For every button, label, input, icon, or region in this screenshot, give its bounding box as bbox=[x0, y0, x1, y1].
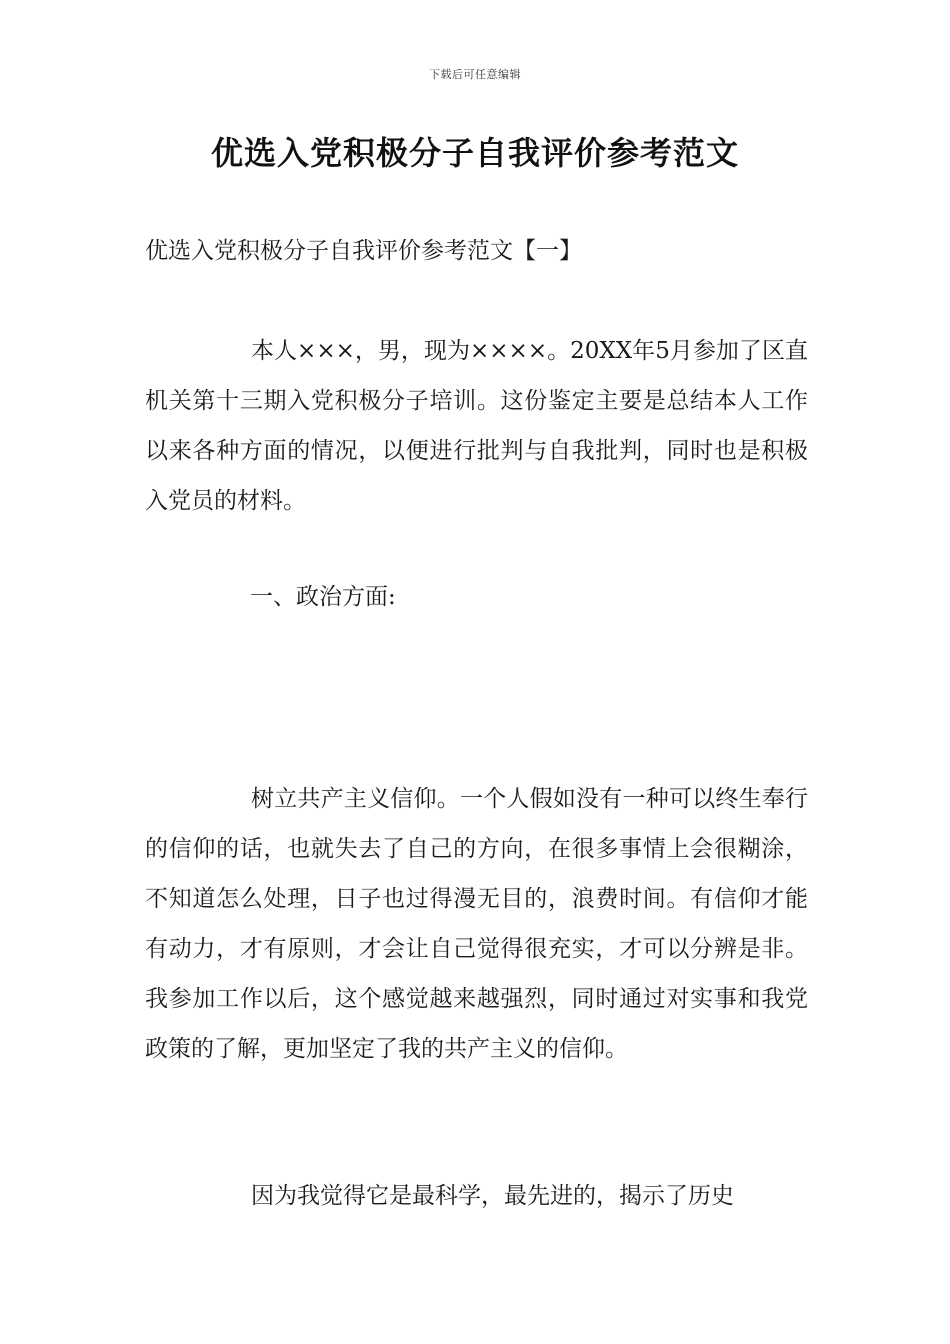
section-heading-politics: 一、政治方面: bbox=[250, 584, 396, 610]
document-subtitle: 优选入党积极分子自我评价参考范文【一】 bbox=[145, 238, 582, 264]
page-header-note: 下载后可任意编辑 bbox=[429, 68, 521, 81]
paragraph-reason: 因为我觉得它是最科学，最先进的，揭示了历史 bbox=[251, 1183, 734, 1209]
paragraph-belief: 树立共产主义信仰。一个人假如没有一种可以终生奉行的信仰的话，也就失去了自己的方向，在很多事情上会很糊涂，不知道怎么处理，日子也过得漫无目的，浪费时间。有信仰才能有动力，才有原则，才会让自己觉得很充实，才可以分辨是非。我参加工作以后，这个感觉越来越强烈，同时通过对实事和我党政策的了解，更加坚定了我的共产主义的信仰。 bbox=[145, 786, 808, 1062]
document-title: 优选入党积极分子自我评价参考范文 bbox=[210, 134, 739, 172]
paragraph-intro: 本人×××，男，现为××××。20XX年5月参加了区直机关第十三期入党积极分子培训。这份鉴定主要是总结本人工作以来各种方面的情况，以便进行批判与自我批判，同时也是积极入党员的材料。 bbox=[145, 338, 808, 514]
